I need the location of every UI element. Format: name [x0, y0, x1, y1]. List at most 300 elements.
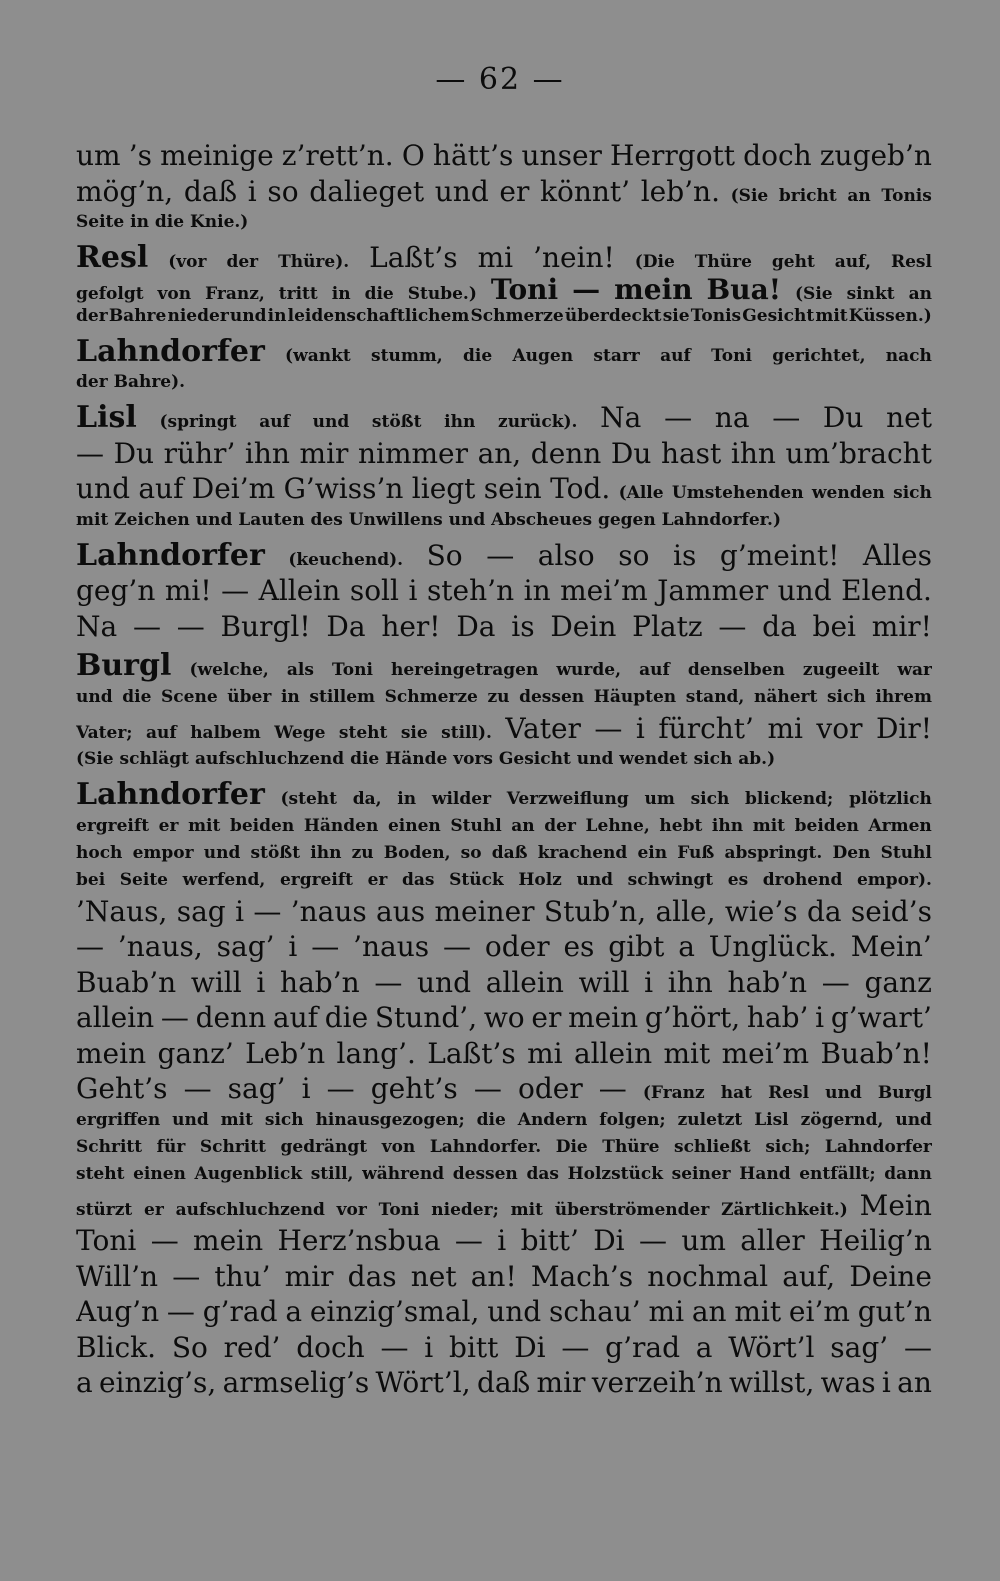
word: will: [578, 965, 630, 999]
word: es: [563, 930, 595, 963]
text-line: [76, 471, 932, 507]
word: Aug’n: [76, 1295, 160, 1328]
word: Deine: [849, 1259, 932, 1293]
word: so: [460, 842, 482, 863]
text-line: [76, 1161, 932, 1188]
word: mit: [815, 305, 848, 326]
word: das: [347, 1259, 397, 1293]
word: —: [311, 930, 340, 963]
text-line: [76, 369, 932, 396]
word: Du: [822, 401, 864, 434]
text-line: [76, 965, 932, 1001]
word: —: [326, 1072, 355, 1105]
word: um: [681, 1224, 726, 1257]
word: empor).: [856, 869, 932, 890]
word: vors: [453, 749, 499, 769]
word: sein: [483, 472, 542, 505]
text-line: [76, 507, 932, 534]
word: —: [183, 1072, 212, 1105]
word: Seite: [76, 212, 131, 232]
word: daß: [491, 842, 528, 863]
stage-direction-word: bricht: [778, 185, 837, 206]
word: und: [76, 472, 130, 505]
stage-direction-word: (Franz: [642, 1083, 705, 1103]
text-line: [76, 711, 932, 747]
text-line: [76, 1071, 932, 1107]
text-line: [76, 1365, 932, 1401]
word: das: [402, 869, 435, 890]
word: —: [821, 965, 850, 999]
word: thu’: [214, 1259, 271, 1293]
word: willst,: [728, 1366, 815, 1399]
word: er: [499, 174, 530, 208]
word: in: [331, 283, 351, 303]
word: der: [544, 815, 576, 836]
word: Du: [113, 436, 155, 470]
word: gedrängt: [280, 1136, 368, 1157]
word: das: [526, 1163, 559, 1184]
word: —: [150, 1224, 179, 1257]
word: vor: [816, 711, 863, 745]
word: also: [537, 538, 595, 572]
word: an,: [477, 436, 522, 470]
word: meiner: [434, 894, 535, 928]
word: i: [424, 1330, 434, 1364]
word: geg’n: [76, 574, 156, 607]
stage-direction-word: geht: [771, 252, 815, 272]
word: i: [815, 1001, 825, 1034]
stage-direction-word: Burgl: [877, 1083, 932, 1103]
stage-direction-word: da,: [352, 789, 382, 809]
word: sinkt: [846, 283, 895, 303]
word: Abscheues: [491, 509, 598, 530]
word: ’Naus,: [76, 894, 168, 928]
word: Stück: [449, 869, 504, 890]
word: Da: [326, 609, 366, 643]
word: unser: [521, 139, 602, 172]
word: mir: [284, 1259, 334, 1293]
word: g’hört,: [644, 1001, 741, 1034]
word: fürcht’: [658, 711, 754, 745]
stage-direction-word: auf,: [834, 252, 871, 272]
word: Platz: [632, 609, 703, 643]
word: Lahndorfer.: [429, 1136, 542, 1157]
stage-direction-word: mit: [510, 1199, 543, 1220]
word: denn: [530, 436, 602, 470]
word: Bua!: [706, 275, 782, 303]
word: ’naus,: [117, 930, 203, 963]
text-line: [76, 813, 932, 840]
stage-direction-word: sie: [400, 722, 428, 743]
word: werfend,: [182, 869, 266, 890]
word: des: [310, 509, 349, 530]
word: Stube.): [407, 283, 477, 303]
word: Alles: [862, 538, 932, 572]
word: zuletzt: [677, 1109, 743, 1130]
word: steht: [76, 1163, 125, 1184]
word: hab’n: [727, 965, 808, 999]
word: hoch: [76, 842, 123, 863]
word: von: [157, 283, 192, 303]
word: an: [908, 283, 932, 303]
word: so: [618, 538, 650, 572]
word: und: [576, 869, 614, 890]
word: zu: [487, 686, 510, 707]
word: aller: [740, 1224, 805, 1257]
word: z’rett’n.: [281, 139, 394, 172]
word: Dei’m: [191, 472, 276, 505]
word: Herz’nsbua: [277, 1224, 441, 1257]
word: is: [511, 609, 535, 643]
word: verzeih’n: [591, 1366, 723, 1399]
word: dessen: [452, 1163, 518, 1184]
word: Boden,: [383, 842, 451, 863]
word: Da: [456, 609, 496, 643]
text-line: [76, 1000, 932, 1036]
word: Leb’n: [245, 1036, 326, 1070]
word: mi: [477, 241, 514, 274]
speaker-name: Resl: [76, 240, 149, 275]
word: Schmerze: [384, 686, 478, 707]
stage-direction-word: auf: [639, 660, 670, 680]
word: ihn: [730, 436, 776, 470]
word: Vater: [505, 711, 581, 745]
word: sich: [826, 686, 866, 707]
text-line: [76, 746, 932, 773]
word: Tonis: [690, 305, 742, 326]
stage-direction-word: halbem: [190, 722, 261, 743]
stage-direction-word: starr: [593, 345, 640, 366]
word: Den: [832, 842, 871, 863]
word: und: [777, 574, 832, 607]
word: Lauten: [238, 509, 311, 530]
word: die: [350, 749, 386, 769]
word: bitt: [449, 1330, 499, 1364]
word: auf: [272, 1001, 318, 1034]
word: dann: [884, 1163, 932, 1184]
word: leidenschaftlichem: [287, 305, 470, 326]
stage-direction-word: in: [397, 789, 417, 809]
word: Schritt: [76, 1136, 143, 1157]
text-line: [76, 209, 932, 236]
word: stand,: [685, 686, 745, 707]
word: beiden: [229, 815, 295, 836]
word: Bahre: [108, 305, 167, 326]
word: oder: [517, 1072, 583, 1105]
stage-direction-word: (keuchend).: [288, 549, 404, 570]
word: auf,: [782, 1259, 836, 1293]
word: Allein: [258, 574, 341, 607]
word: auf: [138, 472, 184, 505]
word: ihn: [244, 436, 290, 470]
word: Burgl!: [220, 609, 311, 643]
word: in: [130, 212, 155, 232]
word: So: [171, 1330, 208, 1364]
word: wo: [483, 1001, 525, 1034]
stage-direction-word: zugeeilt: [802, 660, 880, 680]
stage-direction-word: der: [226, 252, 259, 272]
word: Na: [76, 609, 118, 643]
word: —: [594, 711, 623, 745]
stage-direction-word: um: [644, 789, 675, 809]
word: zugeb’n: [819, 139, 932, 172]
word: Blick.: [76, 1330, 157, 1364]
word: ei’m: [788, 1295, 850, 1328]
word: ’nein!: [533, 241, 615, 274]
word: und: [576, 749, 620, 769]
word: Schritt: [199, 1136, 266, 1157]
word: Jammer: [657, 574, 769, 607]
word: schlägt: [119, 749, 195, 769]
stage-direction-word: Umstehenden: [671, 483, 804, 503]
speaker-name: Lahndorfer: [76, 333, 265, 369]
word: allein: [76, 1001, 155, 1034]
word: ’naus: [290, 894, 367, 928]
text-line: [76, 894, 932, 930]
word: Buab’n!: [820, 1036, 932, 1070]
word: —: [176, 609, 205, 643]
word: hab’n: [280, 965, 360, 999]
word: Hände: [385, 749, 454, 769]
word: meinige: [160, 139, 274, 172]
stage-direction-word: Toni: [332, 660, 373, 680]
text-line: [76, 929, 932, 965]
word: nimmer: [357, 436, 469, 470]
word: um’bracht: [785, 436, 932, 470]
word: Stuhl: [450, 815, 502, 836]
word: —: [772, 401, 801, 434]
word: doch: [296, 1330, 365, 1364]
word: leb’n.: [640, 174, 720, 208]
text-line: [76, 174, 932, 210]
stage-direction-word: Thüre: [694, 252, 752, 272]
text-line: [76, 684, 932, 711]
stage-direction-word: nach: [885, 345, 932, 366]
word: O: [401, 139, 425, 172]
word: gut’n: [857, 1295, 932, 1328]
word: Dein: [550, 609, 617, 643]
word: i: [644, 965, 654, 999]
word: —: [486, 538, 515, 572]
word: Armen: [868, 815, 932, 836]
word: a: [285, 1295, 303, 1328]
word: für: [156, 1136, 186, 1157]
page-number: — 62 —: [435, 62, 565, 97]
word: mit: [752, 815, 786, 836]
word: —: [160, 1001, 189, 1034]
word: und: [448, 509, 492, 530]
word: g’wart’: [830, 1001, 932, 1034]
word: So: [426, 538, 463, 572]
text-line: [76, 334, 932, 370]
word: g’meint!: [719, 538, 840, 572]
word: wie’s: [724, 894, 798, 928]
word: stillem: [309, 686, 375, 707]
word: und: [487, 1295, 542, 1328]
word: ganz: [864, 965, 932, 999]
text-line: [76, 138, 932, 174]
word: her!: [381, 609, 441, 643]
stage-direction-word: plötzlich: [849, 789, 932, 809]
word: a: [76, 1366, 93, 1399]
word: an: [897, 1366, 932, 1399]
word: in: [267, 305, 287, 326]
stage-direction-word: (welche,: [189, 660, 269, 680]
word: die: [324, 1001, 369, 1034]
word: mein: [568, 1001, 639, 1034]
word: einzig’s,: [98, 1366, 217, 1399]
word: g’rad: [202, 1295, 278, 1328]
word: einzig’smal,: [309, 1295, 480, 1328]
word: Du: [610, 436, 652, 470]
word: —: [572, 275, 601, 303]
text-line: [76, 240, 932, 276]
word: und: [417, 965, 472, 999]
word: sag’: [830, 1330, 889, 1364]
word: dessen: [519, 686, 585, 707]
word: Knie.): [189, 212, 255, 232]
word: die: [364, 283, 394, 303]
text-line: [76, 840, 932, 867]
word: Hand: [739, 1163, 791, 1184]
word: Unwillens: [348, 509, 449, 530]
stage-direction-word: war: [897, 660, 932, 680]
stage-direction-word: (wankt: [285, 345, 351, 366]
word: —: [638, 1224, 667, 1257]
stage-direction-word: hereingetragen: [390, 660, 539, 680]
word: zu: [351, 842, 374, 863]
word: dalieget: [309, 174, 425, 208]
word: i: [288, 930, 298, 963]
word: die: [476, 1109, 506, 1130]
stage-direction-word: Resl: [890, 252, 932, 272]
stage-direction-word: wenden: [811, 483, 885, 503]
word: doch: [743, 139, 812, 172]
word: und: [76, 686, 113, 707]
word: Schmerze: [470, 305, 564, 326]
word: drohend: [762, 869, 843, 890]
word: mir!: [871, 609, 932, 643]
text-line: [76, 609, 932, 645]
stage-direction-word: wilder: [431, 789, 492, 809]
word: —: [380, 1330, 409, 1364]
word: i: [408, 574, 418, 607]
word: Wört’l,: [375, 1366, 471, 1399]
text-line: [76, 1036, 932, 1072]
word: und: [229, 305, 267, 326]
word: und: [434, 174, 489, 208]
stage-direction-word: (Sie: [730, 185, 769, 206]
word: in: [280, 686, 300, 707]
stage-direction-word: (steht: [280, 789, 337, 809]
word: und: [203, 842, 241, 863]
word: i: [247, 174, 257, 208]
word: oder: [484, 930, 550, 963]
stage-direction-word: (Alle: [618, 483, 664, 503]
stage-direction-word: Thüre).: [278, 252, 350, 272]
stage-direction-word: sich: [893, 483, 932, 503]
word: stößt: [250, 842, 301, 863]
word: Wört’l: [728, 1330, 815, 1364]
text-line: [76, 1294, 932, 1330]
word: still,: [310, 1163, 354, 1184]
word: —: [561, 1330, 590, 1364]
word: daß: [476, 1366, 531, 1399]
word: einen: [387, 815, 441, 836]
word: daß: [183, 174, 238, 208]
word: ergreift: [76, 815, 150, 836]
word: Lehne,: [585, 815, 650, 836]
word: —: [172, 1259, 201, 1293]
word: ’s: [128, 139, 152, 172]
word: wendet: [619, 749, 694, 769]
stage-direction-word: als: [286, 660, 314, 680]
word: Holzstück: [567, 1163, 663, 1184]
word: Thüre: [602, 1136, 660, 1157]
stage-direction-word: auf: [146, 722, 177, 743]
word: mein: [614, 275, 693, 303]
word: i: [497, 1224, 507, 1257]
word: Zeichen: [114, 509, 196, 530]
word: —: [253, 894, 282, 928]
word: hebt: [659, 815, 703, 836]
word: ergreift: [279, 869, 353, 890]
word: sag’: [227, 1072, 286, 1105]
word: Lahndorfer: [824, 1136, 932, 1157]
word: in: [523, 574, 551, 607]
stage-direction-word: stürzt: [76, 1199, 133, 1220]
stage-direction-word: Tonis: [881, 185, 932, 206]
word: nähert: [753, 686, 818, 707]
word: denn: [195, 1001, 267, 1034]
stage-direction-word: aufschluchzend: [175, 1199, 325, 1220]
stage-direction-word: überströmender: [554, 1199, 710, 1220]
word: nochmal: [647, 1259, 769, 1293]
word: Heilig’n: [819, 1224, 932, 1257]
word: und: [172, 1109, 209, 1130]
word: mei’m: [560, 574, 648, 607]
word: Laßt’s: [369, 241, 458, 274]
word: armselig’s: [222, 1366, 370, 1399]
word: sie: [662, 305, 690, 326]
word: könnt’: [540, 174, 631, 208]
speaker-name: Lahndorfer: [76, 777, 265, 812]
word: mi: [527, 1036, 563, 1070]
text-line: [76, 1223, 932, 1259]
text-line: [76, 1259, 932, 1295]
word: Mach’s: [530, 1259, 634, 1293]
word: was: [820, 1366, 876, 1399]
word: mög’n,: [76, 174, 174, 208]
word: tritt: [278, 283, 318, 303]
word: i: [235, 894, 245, 928]
word: Will’n: [76, 1259, 159, 1293]
word: der: [76, 305, 108, 326]
word: sich: [264, 1109, 304, 1130]
word: hinausgezogen;: [315, 1109, 465, 1130]
word: ihrem: [875, 686, 932, 707]
word: ihn: [667, 965, 713, 999]
word: gegen: [597, 509, 662, 530]
stage-direction-word: Toni: [711, 345, 752, 366]
word: mein: [76, 1036, 147, 1070]
word: mit: [663, 1036, 711, 1070]
word: hab’: [746, 1001, 809, 1034]
word: Buab’n: [76, 965, 177, 999]
word: ganz’: [157, 1036, 234, 1070]
word: —: [442, 930, 471, 963]
word: net: [886, 401, 932, 434]
